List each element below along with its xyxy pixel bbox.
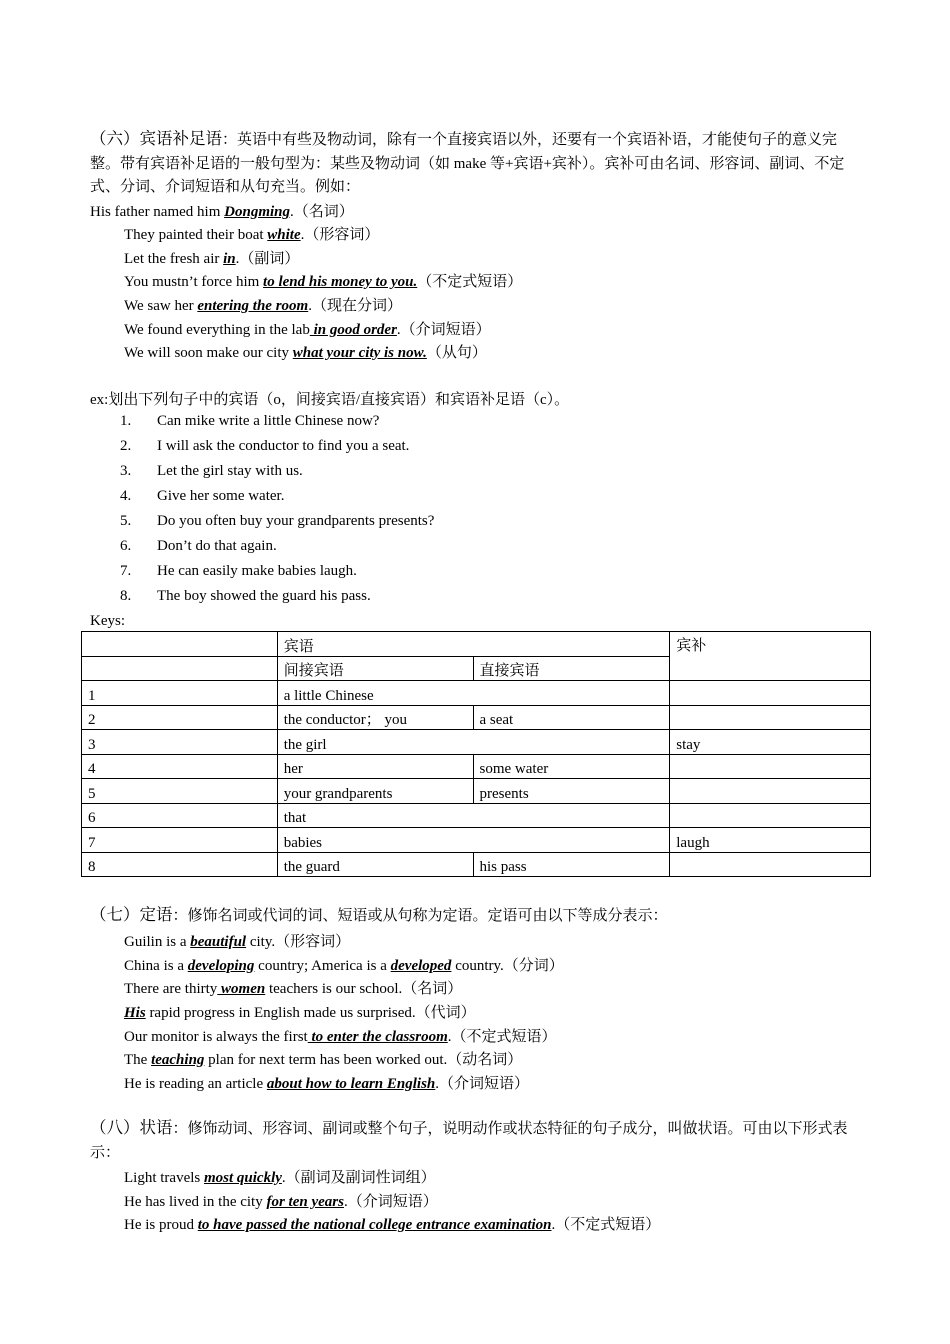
sec6-example-1: They painted their boat white.（形容词） bbox=[124, 227, 380, 243]
section-7-intro: （七）定语：修饰名词或代词的词、短语或从句称为定语。定语可由以下等成分表示： bbox=[90, 905, 668, 924]
exercise-instruction: ex:划出下列句子中的宾语（o，间接宾语/直接宾语）和宾语补足语（c）。 bbox=[90, 392, 570, 408]
sec8-example-1: He has lived in the city for ten years.（介词短语） bbox=[124, 1194, 438, 1210]
section-7-heading: （七）定语 bbox=[90, 905, 173, 924]
table-header-cell bbox=[82, 656, 278, 681]
sec6-example-0: His father named him Dongming.（名词） bbox=[90, 204, 354, 220]
table-row: 8 the guard his pass bbox=[82, 852, 871, 877]
table-header-direct: 直接宾语 bbox=[473, 656, 670, 681]
table-header-row bbox=[82, 632, 871, 657]
table-row: 1 a little Chinese bbox=[82, 681, 871, 706]
keys-table bbox=[81, 631, 871, 877]
section-6-heading: （六）宾语补足语 bbox=[90, 129, 222, 148]
sec7-example-2: There are thirty women teachers is our school.（名词） bbox=[124, 981, 463, 997]
sec8-example-2: He is proud to have passed the national college entrance examination.（不定式短语） bbox=[124, 1217, 661, 1233]
sec7-example-3: His rapid progress in English made us surprised.（代词） bbox=[124, 1005, 476, 1021]
table-row: 4 her some water bbox=[82, 754, 871, 779]
sec7-example-5: The teaching plan for next term has been worked out.（动名词） bbox=[124, 1052, 523, 1068]
sec7-example-0: Guilin is a beautiful city.（形容词） bbox=[124, 934, 351, 950]
sec6-example-6: We will soon make our city what your city is now.（从句） bbox=[124, 345, 487, 361]
section-7-intro-text: 修饰名词或代词的词、短语或从句称为定语。定语可由以下等成分表示： bbox=[187, 908, 668, 924]
section-8-intro-text: 修饰动词、形容词、副词或整个句子，说明动作或状态特征的句子成分，叫做状语。可由以下形式表示： bbox=[90, 1121, 848, 1161]
table-row: 2 the conductor； you a seat bbox=[82, 705, 871, 730]
section-8-heading: （八）状语 bbox=[90, 1118, 173, 1137]
sec6-example-4: We saw her entering the room.（现在分词） bbox=[124, 298, 402, 314]
sec6-example-3: You mustn’t force him to lend his money to you.（不定式短语） bbox=[124, 274, 523, 290]
sec7-example-1: China is a developing country; America is a developed country.（分词） bbox=[124, 958, 564, 974]
table-header-cell bbox=[82, 632, 278, 657]
sec7-example-6: He is reading an article about how to learn English.（介词短语） bbox=[124, 1076, 530, 1092]
document-page: （六）宾语补足语：英语中有些及物动词，除有一个直接宾语以外，还要有一个宾语补语，才能使句子的意义完整。带有宾语补足语的一般句型为：某些及物动词（如 make 等+宾语+宾补）。宾补可由名词、形容词、副词、不定式、分词、介词短语和从句充当。例如： His father named him Dongming.（名词） They painted their boat white.（形容词） Let the fresh air in.（副词） You mustn’t force him to lend his money to you.（不定式短语） We saw her entering the room.（现在分词） We found everything in the lab in good order.（介词短语） We will soon make our city what your city is now.（从句） ex:划出下列句子中的宾语（o，间接宾语/直接宾语）和宾语补足语（c）。 1. Can mike write a little Chinese now? 2. I will ask the conductor to find you a seat. 3. Let the girl stay with us. 4. Give her some water. 5. Do you often buy your grandparents presents? 6. Don’t do that again. 7. He can easily make babies laugh. 8. The boy showed the guard his pass. Keys: 宾语 宾补 间接宾语 直接宾语 1 a little Chinese 2 the conductor； you a seat 3 the girl stay 4 her some water 5 your grandparents presents 6 that 7 babies laugh 8 the guard his pass （七）定语：修饰名词或代词的词、短语或从句称为定语。定语可由以下等成分表示： Guilin is a beautiful city.（形容词） China is a developing country; America is a developed country.（分词） There are thirty women teachers is our school.（名词） His rapid progress in English made us surprised.（代词） Our monitor is always the first to enter the classroom.（不定式短语） The teaching plan for next term has been worked out.（动名词） He is reading an article about how to learn English.（介词短语） （八）状语：修饰动词、形容词、副词或整个句子，说明动作或状态特征的句子成分，叫做状语。可由以下形式表示： Light travels most quickly.（副词及副词性词组） He has lived in the city for ten years.（介词短语） He is proud to have passed the national college entrance examination.（不定式短语） bbox=[0, 0, 950, 1344]
section-6-intro: （六）宾语补足语：英语中有些及物动词，除有一个直接宾语以外，还要有一个宾语补语，才能使句子的意义完整。带有宾语补足语的一般句型为：某些及物动词（如 make 等+宾语+宾补）。宾补可由名词、形容词、副词、不定式、分词、介词短语和从句充当。例如： bbox=[90, 129, 845, 195]
sec6-example-5: We found everything in the lab in good order.（介词短语） bbox=[124, 322, 491, 338]
table-row: 5 your grandparents presents bbox=[82, 779, 871, 804]
sec7-example-4: Our monitor is always the first to enter the classroom.（不定式短语） bbox=[124, 1029, 557, 1045]
table-header-complement: 宾补 bbox=[670, 632, 871, 681]
sec8-example-0: Light travels most quickly.（副词及副词性词组） bbox=[124, 1170, 436, 1186]
table-header-indirect: 间接宾语 bbox=[277, 656, 473, 681]
keys-label: Keys: bbox=[90, 613, 125, 629]
table-row: 3 the girl stay bbox=[82, 730, 871, 755]
table-header-object: 宾语 bbox=[277, 632, 670, 657]
table-row: 7 babies laugh bbox=[82, 828, 871, 853]
section-8-intro: （八）状语：修饰动词、形容词、副词或整个句子，说明动作或状态特征的句子成分，叫做状语。可由以下形式表示： bbox=[90, 1118, 848, 1161]
table-row: 6 that bbox=[82, 803, 871, 828]
section-6-intro-text: 英语中有些及物动词，除有一个直接宾语以外，还要有一个宾语补语，才能使句子的意义完整。带有宾语补足语的一般句型为：某些及物动词（如 make 等+宾语+宾补）。宾补可由名词、形容词、副词、不定式、分词、介词短语和从句充当。例如： bbox=[90, 132, 845, 195]
sec6-example-2: Let the fresh air in.（副词） bbox=[124, 251, 300, 267]
